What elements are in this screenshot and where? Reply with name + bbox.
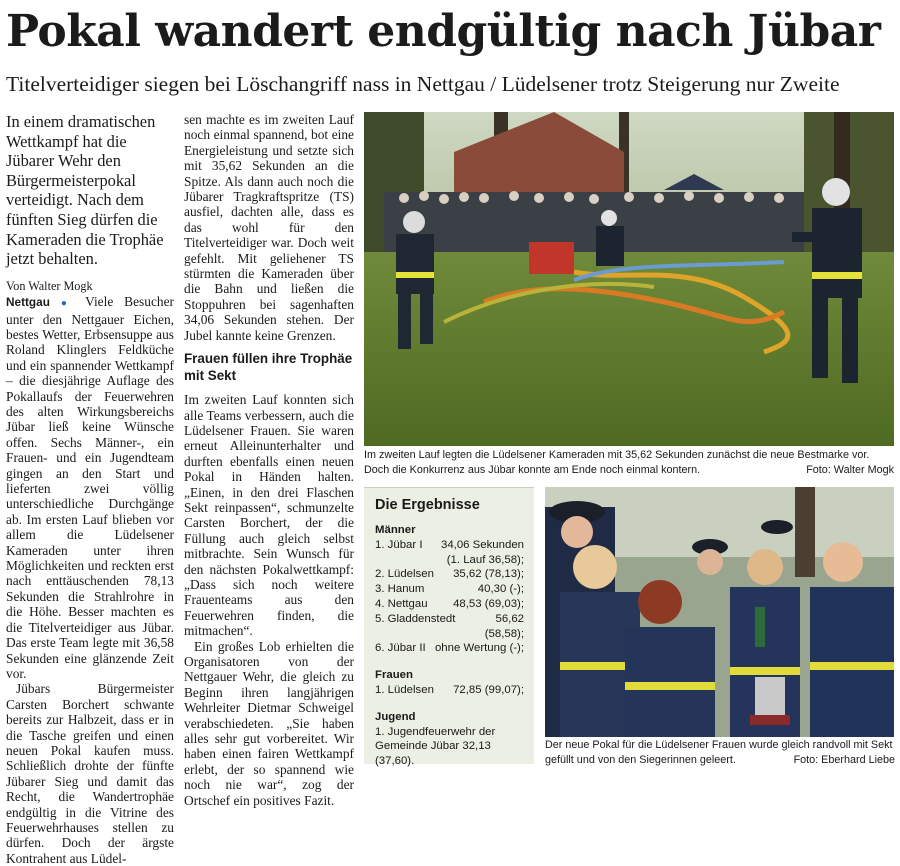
headline: Pokal wandert endgültig nach Jübar: [6, 6, 881, 57]
result-value: 35,62 (78,13);: [453, 568, 524, 581]
photo-illustration: [545, 487, 894, 737]
body-paragraph: [6, 294, 174, 681]
result-row: [375, 553, 524, 568]
result-team: 6. Jübar II: [375, 642, 426, 655]
result-value: 72,85 (99,07);: [453, 683, 524, 696]
result-row: [375, 582, 524, 597]
article-column-2: [184, 112, 354, 808]
result-team: 2. Lüdelsen: [375, 568, 434, 581]
location-label: Nettgau: [6, 295, 50, 310]
result-team: 3. Hanum: [375, 583, 425, 596]
result-row: [375, 597, 524, 612]
article-column-1: [6, 112, 174, 866]
category-men: Männer: [375, 524, 416, 536]
results-box: [364, 487, 534, 768]
photo-caption: [545, 738, 895, 767]
body-text: Viele Besucher unter den Nettgauer Eichen, bestes Wetter, Erbsensuppe aus Roland Klinglers Feldküche und ein spannender Wettkampf – die diesjährige Auflage des Pokallaufs der Feuerwehren des alten Wirkungsbereichs Jübar ließ keine Wünsche offen. Sechs Männer-, ein Frauen- und ein Jugendteam gingen an den Start und lieferten zwei völlig unterschiedliche Durchgänge ab. Im ersten Lauf blieben vor allem die Lüdelsener Kameraden unter ihren Möglichkeiten und reckten erst nach enttäuschenden 78,13 Sekunden die Strahlrohre in die Höhe. Besser machten es die Titelverteidiger aus Jübar. Das erste Team legte mit 36,58 Sekunden eine glänzende Zeit vor.: [6, 294, 174, 681]
result-row: [375, 641, 524, 656]
results-title: Die Ergebnisse: [375, 497, 480, 513]
result-value: ohne Wertung (-);: [434, 642, 524, 655]
result-value: 56,62: [495, 612, 524, 625]
result-youth-line: Gemeinde Jübar 32,13 (37,60).: [375, 740, 491, 768]
subheadline: Titelverteidiger siegen bei Löschangriff nass in Nettgau / Lüdelsener trotz Steigerung nur Zweite: [6, 72, 840, 96]
result-value: (1. Lauf 36,58);: [446, 553, 524, 566]
result-row: [375, 683, 524, 698]
result-row: [375, 627, 524, 642]
body-paragraph: Jübars Bürgermeister Carsten Borchert schwante bereits zur Halbzeit, dass er in die Tasche greifen und einen neuen Pokal kaufen muss. Schließlich drohte der fünfte Jübarer Sieg und damit das Recht, die Wandertrophäe endgültig in die Vitrine des Feuerwehrhauses stellen zu dürfen. Doch der ärgste Kontrahent aus Lüdel-: [6, 681, 174, 866]
result-row: [375, 567, 524, 582]
section-subhead: Frauen füllen ihre Trophäe mit Sekt: [184, 351, 353, 383]
byline: Von Walter Mogk: [6, 278, 93, 293]
result-team: 5. Gladdenstedt: [375, 612, 456, 625]
body-paragraph: sen machte es im zweiten Lauf noch einmal spannend, bot eine Energieleistung und setzte sich mit 35,62 Sekunden an die Spitze. Als dann auch noch die Jübarer Tragkraftspritze (TS) ausfiel, dachten alle, dass es das wohl für den Titelverteidiger war. Doch weit gefehlt. Mit geliehener TS stürmten die Kameraden über die Bahn und ließen die Stoppuhren bei sagenhaften 34,06 Sekunden stehen. Der Jubel kannte keine Grenzen.: [184, 112, 354, 343]
body-paragraph: Im zweiten Lauf konnten sich alle Teams verbessern, auch die Lüdelsener Frauen. Sie waren erneut Alleinunterhalter und durften ebenfalls einen neuen Pokal in Händen halten. „Einen, in den drei Flaschen Sekt reinpassen“, schmunzelte Carsten Borchert, der die Füllung auch gleich selbst mitbrachte. Sein Wunsch für den nächsten Pokalwettkampf: „Dass sich noch weitere Frauenteams aus den Feuerwehren finden, die mitmachen“.: [184, 392, 354, 639]
body-paragraph: Ein großes Lob erhielten die Organisatoren von der Nettgauer Wehr, die gleich zu Beginn ihren langjährigen Wehrleiter Dietmar Schweigel verabschiedeten. „Sie haben alles sehr gut vorbereitet. Wir haben einen fairen Wettkampf erlebt, der so spannend wie noch nie war“, zog der Ortschef ein positives Fazit.: [184, 638, 354, 808]
photo-fire-brigade-competition: [364, 112, 894, 446]
photo-illustration: [364, 112, 894, 446]
result-team: 1. Lüdelsen: [375, 683, 434, 696]
result-value: 48,53 (69,03);: [453, 597, 524, 610]
photo-credit: Foto: Eberhard Liebe: [793, 753, 895, 766]
bullet-icon: ●: [60, 298, 75, 310]
caption-text: Der neue Pokal für die Lüdelsener Frauen wurde gleich randvoll mit Sekt gefüllt und von den Siegerinnen geleert.: [545, 739, 893, 766]
intro-paragraph: In einem dramatischen Wettkampf hat die Jübarer Wehr den Bürgermeisterpokal verteidigt. Nach dem fünften Sieg dürfen die Kameraden die Trophäe jetzt behalten.: [6, 112, 164, 269]
result-value: 40,30 (-);: [477, 583, 524, 596]
result-row: [375, 612, 524, 627]
result-team: 4. Nettgau: [375, 597, 428, 610]
caption-text: Im zweiten Lauf legten die Lüdelsener Kameraden mit 35,62 Sekunden zunächst die neue Bestmarke vor. Doch die Konkurrenz aus Jübar konnte am Ende noch einmal kontern.: [364, 449, 870, 476]
photo-women-trophy: [545, 487, 894, 737]
category-youth: Jugend: [375, 710, 416, 723]
result-team: 1. Jübar I: [375, 538, 423, 551]
result-value: 34,06 Sekunden: [441, 538, 524, 551]
photo-caption: [364, 448, 894, 477]
result-row: [375, 538, 524, 553]
result-value: (58,58);: [484, 627, 524, 640]
photo-credit: Foto: Walter Mogk: [806, 463, 894, 476]
result-youth-line: 1. Jugendfeuerwehr der: [375, 725, 496, 738]
category-women: Frauen: [375, 669, 413, 682]
